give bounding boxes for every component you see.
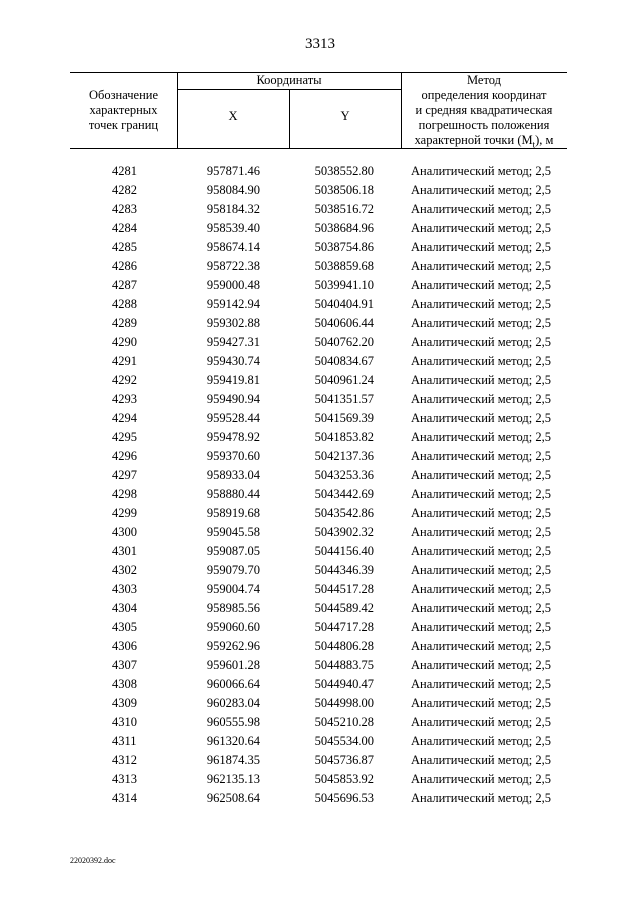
method-cell: Аналитический метод; 2,5 <box>411 202 551 216</box>
table-row <box>0 561 640 580</box>
point-number: 4306 <box>112 639 137 653</box>
coord-y: 5038859.68 <box>314 259 374 273</box>
point-number: 4287 <box>112 278 137 292</box>
table-row <box>0 295 640 314</box>
point-number: 4290 <box>112 335 137 349</box>
coord-x: 960066.64 <box>206 677 260 691</box>
table-row <box>0 466 640 485</box>
coord-x: 959302.88 <box>206 316 260 330</box>
method-cell: Аналитический метод; 2,5 <box>411 525 551 539</box>
coord-y: 5043442.69 <box>314 487 374 501</box>
coord-y: 5044883.75 <box>314 658 374 672</box>
table-row <box>0 618 640 637</box>
coord-x: 959262.96 <box>206 639 260 653</box>
table-row <box>0 333 640 352</box>
coord-y: 5043253.36 <box>314 468 374 482</box>
coord-y: 5038552.80 <box>314 164 374 178</box>
coord-y: 5038684.96 <box>314 221 374 235</box>
coord-x: 958985.56 <box>206 601 260 615</box>
coord-y: 5038754.86 <box>314 240 374 254</box>
header-method-unit: ), м <box>535 133 554 147</box>
coord-x: 958880.44 <box>206 487 260 501</box>
coord-y: 5044156.40 <box>314 544 374 558</box>
table-row <box>0 200 640 219</box>
coord-y: 5044998.00 <box>314 696 374 710</box>
method-cell: Аналитический метод; 2,5 <box>411 715 551 729</box>
point-number: 4285 <box>112 240 137 254</box>
method-cell: Аналитический метод; 2,5 <box>411 411 551 425</box>
coord-y: 5045696.53 <box>314 791 374 805</box>
header-point-designation <box>70 88 177 133</box>
table-row <box>0 390 640 409</box>
table-row <box>0 257 640 276</box>
point-number: 4294 <box>112 411 137 425</box>
coord-x: 959142.94 <box>206 297 260 311</box>
coord-y: 5040961.24 <box>314 373 374 387</box>
method-cell: Аналитический метод; 2,5 <box>411 335 551 349</box>
method-cell: Аналитический метод; 2,5 <box>411 791 551 805</box>
coord-x: 959370.60 <box>206 449 260 463</box>
table-row <box>0 713 640 732</box>
point-number: 4313 <box>112 772 137 786</box>
point-number: 4297 <box>112 468 137 482</box>
coord-x: 958539.40 <box>206 221 260 235</box>
coord-y: 5042137.36 <box>314 449 374 463</box>
method-cell: Аналитический метод; 2,5 <box>411 240 551 254</box>
table-row <box>0 276 640 295</box>
header-x: X <box>228 109 238 123</box>
coord-y: 5041853.82 <box>314 430 374 444</box>
coord-x: 959060.60 <box>206 620 260 634</box>
method-cell: Аналитический метод; 2,5 <box>411 772 551 786</box>
coord-x: 959004.74 <box>206 582 260 596</box>
method-cell: Аналитический метод; 2,5 <box>411 734 551 748</box>
point-number: 4281 <box>112 164 137 178</box>
point-number: 4283 <box>112 202 137 216</box>
coord-x: 957871.46 <box>206 164 260 178</box>
point-number: 4309 <box>112 696 137 710</box>
coord-y: 5040404.91 <box>314 297 374 311</box>
header-method <box>401 73 567 153</box>
method-cell: Аналитический метод; 2,5 <box>411 582 551 596</box>
point-number: 4303 <box>112 582 137 596</box>
table-row <box>0 162 640 181</box>
point-number: 4308 <box>112 677 137 691</box>
coord-y: 5043902.32 <box>314 525 374 539</box>
header-method-last: характерной точки (M <box>414 133 533 147</box>
coord-x: 962508.64 <box>206 791 260 805</box>
coord-y: 5038506.18 <box>314 183 374 197</box>
coord-x: 960283.04 <box>206 696 260 710</box>
header-method-line: Метод <box>466 73 502 87</box>
coord-x: 959528.44 <box>206 411 260 425</box>
method-cell: Аналитический метод; 2,5 <box>411 392 551 406</box>
point-number: 4311 <box>112 734 137 748</box>
coord-y: 5040606.44 <box>314 316 374 330</box>
table-row <box>0 599 640 618</box>
method-cell: Аналитический метод; 2,5 <box>411 183 551 197</box>
method-cell: Аналитический метод; 2,5 <box>411 544 551 558</box>
point-number: 4296 <box>112 449 137 463</box>
coord-x: 959045.58 <box>206 525 260 539</box>
method-cell: Аналитический метод; 2,5 <box>411 601 551 615</box>
method-cell: Аналитический метод; 2,5 <box>411 696 551 710</box>
header-y: Y <box>340 109 350 123</box>
coord-y: 5044517.28 <box>314 582 374 596</box>
method-cell: Аналитический метод; 2,5 <box>411 297 551 311</box>
table-row <box>0 637 640 656</box>
table-row <box>0 447 640 466</box>
point-number: 4289 <box>112 316 137 330</box>
footer-filename: 22020392.doc <box>70 856 116 865</box>
method-cell: Аналитический метод; 2,5 <box>411 468 551 482</box>
coord-x: 959490.94 <box>206 392 260 406</box>
coord-x: 959427.31 <box>206 335 260 349</box>
table-row <box>0 580 640 599</box>
method-cell: Аналитический метод; 2,5 <box>411 373 551 387</box>
method-cell: Аналитический метод; 2,5 <box>411 658 551 672</box>
table-row <box>0 789 640 808</box>
header-coordinates: Координаты <box>256 73 322 87</box>
point-number: 4298 <box>112 487 137 501</box>
method-cell: Аналитический метод; 2,5 <box>411 563 551 577</box>
coord-y: 5044717.28 <box>314 620 374 634</box>
point-number: 4304 <box>112 601 137 615</box>
point-number: 4295 <box>112 430 137 444</box>
coord-y: 5040834.67 <box>314 354 374 368</box>
table-row <box>0 371 640 390</box>
header-point-line: Обозначение <box>88 88 159 102</box>
header-method-line: определения координат <box>421 88 547 102</box>
point-number: 4305 <box>112 620 137 634</box>
page-number: 3313 <box>305 36 335 52</box>
method-cell: Аналитический метод; 2,5 <box>411 164 551 178</box>
coord-y: 5038516.72 <box>314 202 374 216</box>
coord-x: 958933.04 <box>206 468 260 482</box>
header-method-sub: t <box>532 139 536 150</box>
coord-y: 5039941.10 <box>314 278 374 292</box>
table-row <box>0 770 640 789</box>
coord-x: 959000.48 <box>206 278 260 292</box>
table-row <box>0 732 640 751</box>
method-cell: Аналитический метод; 2,5 <box>411 639 551 653</box>
coord-y: 5045853.92 <box>314 772 374 786</box>
coord-x: 958919.68 <box>206 506 260 520</box>
header-method-line: и средняя квадратическая <box>415 103 553 117</box>
header-point-line: точек границ <box>88 118 159 132</box>
point-number: 4299 <box>112 506 137 520</box>
coord-x: 959601.28 <box>206 658 260 672</box>
point-number: 4314 <box>112 791 137 805</box>
coord-x: 961320.64 <box>206 734 260 748</box>
table-row <box>0 219 640 238</box>
point-number: 4300 <box>112 525 137 539</box>
coord-y: 5044940.47 <box>314 677 374 691</box>
coord-x: 959478.92 <box>206 430 260 444</box>
method-cell: Аналитический метод; 2,5 <box>411 677 551 691</box>
method-cell: Аналитический метод; 2,5 <box>411 620 551 634</box>
table-row <box>0 751 640 770</box>
table-row <box>0 352 640 371</box>
method-cell: Аналитический метод; 2,5 <box>411 753 551 767</box>
coord-x: 959087.05 <box>206 544 260 558</box>
table-row <box>0 409 640 428</box>
table-row <box>0 694 640 713</box>
coord-y: 5040762.20 <box>314 335 374 349</box>
point-number: 4301 <box>112 544 137 558</box>
method-cell: Аналитический метод; 2,5 <box>411 221 551 235</box>
method-cell: Аналитический метод; 2,5 <box>411 506 551 520</box>
coord-x: 958084.90 <box>206 183 260 197</box>
method-cell: Аналитический метод; 2,5 <box>411 449 551 463</box>
point-number: 4286 <box>112 259 137 273</box>
point-number: 4288 <box>112 297 137 311</box>
coord-x: 958722.38 <box>206 259 260 273</box>
coord-x: 959430.74 <box>206 354 260 368</box>
coord-x: 960555.98 <box>206 715 260 729</box>
table-row <box>0 656 640 675</box>
coord-x: 961874.35 <box>206 753 260 767</box>
coord-y: 5044589.42 <box>314 601 374 615</box>
point-number: 4293 <box>112 392 137 406</box>
coord-y: 5044346.39 <box>314 563 374 577</box>
method-cell: Аналитический метод; 2,5 <box>411 354 551 368</box>
table-row <box>0 181 640 200</box>
table-row <box>0 675 640 694</box>
table-row <box>0 314 640 333</box>
method-cell: Аналитический метод; 2,5 <box>411 430 551 444</box>
coord-x: 958674.14 <box>206 240 260 254</box>
point-number: 4284 <box>112 221 137 235</box>
table-row <box>0 523 640 542</box>
coord-x: 958184.32 <box>206 202 260 216</box>
header-method-line: погрешность положения <box>418 118 550 132</box>
point-number: 4282 <box>112 183 137 197</box>
coord-y: 5045534.00 <box>314 734 374 748</box>
point-number: 4310 <box>112 715 137 729</box>
coord-y: 5041569.39 <box>314 411 374 425</box>
table-row <box>0 504 640 523</box>
coord-y: 5045736.87 <box>314 753 374 767</box>
table-row <box>0 542 640 561</box>
method-cell: Аналитический метод; 2,5 <box>411 278 551 292</box>
point-number: 4312 <box>112 753 137 767</box>
coord-y: 5043542.86 <box>314 506 374 520</box>
header-point-line: характерных <box>89 103 158 117</box>
method-cell: Аналитический метод; 2,5 <box>411 259 551 273</box>
table-row <box>0 238 640 257</box>
point-number: 4291 <box>112 354 137 368</box>
table-row <box>0 428 640 447</box>
coord-y: 5044806.28 <box>314 639 374 653</box>
point-number: 4292 <box>112 373 137 387</box>
coord-y: 5045210.28 <box>314 715 374 729</box>
coord-y: 5041351.57 <box>314 392 374 406</box>
coord-x: 959419.81 <box>206 373 260 387</box>
coord-x: 962135.13 <box>206 772 260 786</box>
point-number: 4302 <box>112 563 137 577</box>
method-cell: Аналитический метод; 2,5 <box>411 487 551 501</box>
table-body <box>0 162 640 808</box>
table-row <box>0 485 640 504</box>
coord-x: 959079.70 <box>206 563 260 577</box>
table-header <box>70 72 567 148</box>
header-method-line <box>401 133 567 153</box>
point-number: 4307 <box>112 658 137 672</box>
method-cell: Аналитический метод; 2,5 <box>411 316 551 330</box>
